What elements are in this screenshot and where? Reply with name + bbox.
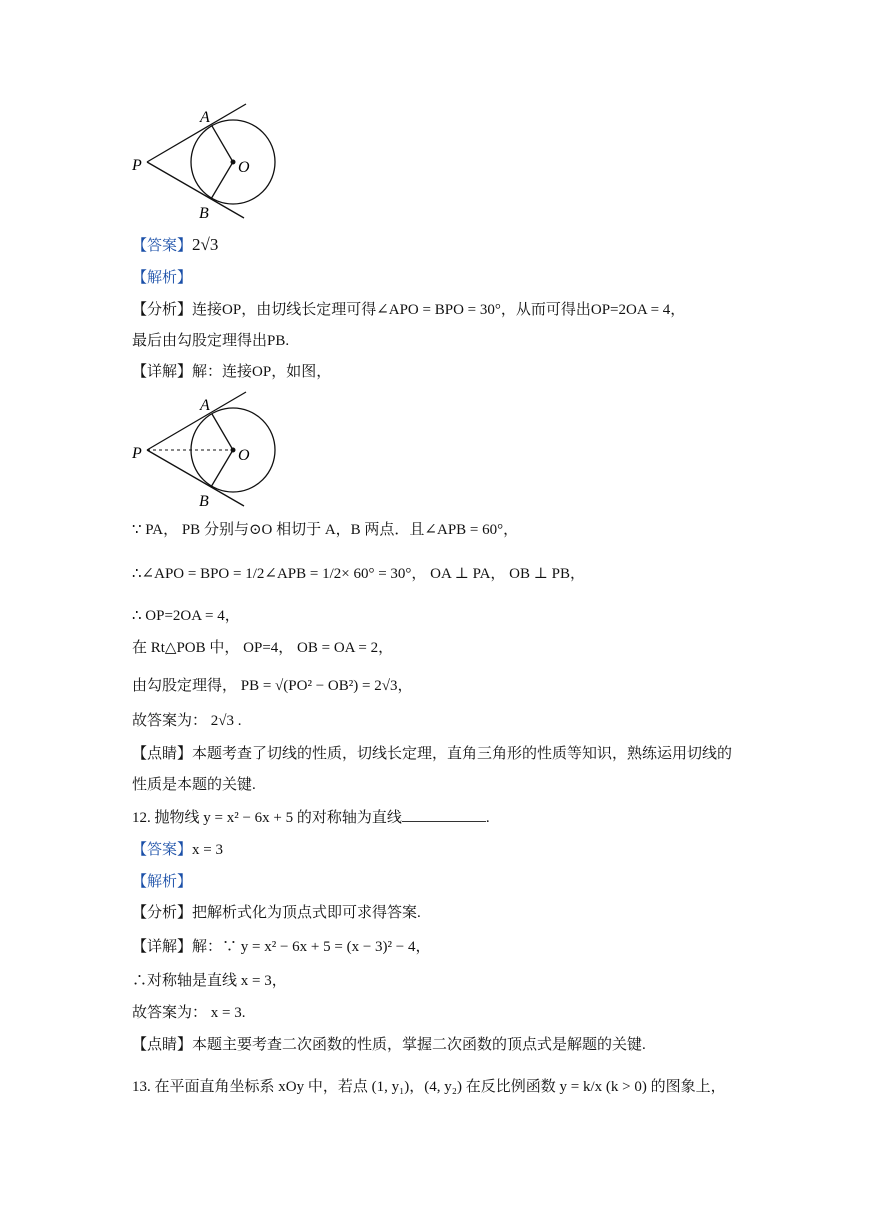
answer-tag: 【答案】 [132, 238, 193, 254]
q11-fenxi-line1 [132, 300, 685, 320]
q12-stem-text: 12. 抛物线 y = x² − 6x + 5 的对称轴为直线 [132, 810, 402, 826]
q13-stem: 13. 在平面直角坐标系 xOy 中，若点 (1, y₁)，(4, y₂) 在反比例函数 y = k/x (k > 0) 的图象上， [132, 1079, 726, 1095]
q12-dianjing [132, 1035, 646, 1055]
q11-step2: ∴∠APO = BPO = 1/2∠APB = 1/2× 60° = 30°， OA ⊥ PA， OB ⊥ PB， [132, 566, 585, 582]
center-point-2 [231, 448, 236, 453]
radius-oa [212, 126, 233, 162]
q12-fenxi [132, 903, 421, 923]
center-point [231, 160, 236, 165]
q11-step4: 在 Rt△POB 中， OP=4， OB = OA = 2， [132, 640, 394, 656]
q11-answer [132, 235, 218, 256]
q11-step1: ∵ PA， PB 分别与⊙O 相切于 A，B 两点．且∠APB = 60°， [132, 522, 519, 538]
q11-step5: 由勾股定理得， PB = √(PO² − OB²) = 2√3， [132, 678, 413, 694]
answer-tag-12: 【答案】 [132, 842, 193, 858]
q11-dianjing-line1 [132, 744, 732, 764]
analysis-tag: 【解析】 [132, 270, 193, 286]
q12-step1: ∴对称轴是直线 x = 3， [132, 973, 287, 989]
tangent-line-pa [147, 104, 246, 162]
label-a: A [200, 109, 210, 126]
answer-blank [402, 807, 486, 822]
q12-analysis-heading [132, 872, 192, 892]
xiangjie-text: 解：连接OP，如图， [192, 364, 332, 380]
radius-oa-2 [212, 414, 233, 450]
q12-xiangjie [132, 937, 431, 957]
fenxi-text-12: 把解析式化为顶点式即可求得答案. [192, 905, 421, 921]
label-o: O [238, 159, 250, 176]
dianjing-text-12: 本题主要考查二次函数的性质，掌握二次函数的顶点式是解题的关键. [192, 1037, 646, 1053]
label-p-2: P [132, 445, 142, 462]
tangent-line-pb [147, 162, 244, 218]
tangent-line-pb-2 [147, 450, 244, 506]
label-a-2: A [200, 397, 210, 414]
fenxi-text-2: 最后由勾股定理得出PB. [132, 333, 290, 349]
answer-value: 2√3 [192, 235, 219, 254]
q11-fenxi-line2 [132, 331, 289, 351]
radius-ob [211, 162, 233, 199]
label-o-2: O [238, 447, 250, 464]
fenxi-tag-12: 【分析】 [132, 905, 193, 921]
tangent-figure-1 [130, 100, 290, 225]
fenxi-tag: 【分析】 [132, 302, 193, 318]
q11-xiangjie [132, 362, 331, 382]
fenxi-text: 连接OP，由切线长定理可得∠APO = BPO = 30°，从而可得出OP=2OA = 4， [192, 302, 686, 318]
tangent-figure-2 [130, 388, 290, 513]
q11-analysis-heading [132, 268, 192, 288]
answer-value-12: x = 3 [192, 842, 223, 858]
q11-step3: ∴ OP=2OA = 4， [132, 608, 240, 624]
dianjing-tag: 【点睛】 [132, 746, 193, 762]
label-p: P [132, 157, 142, 174]
analysis-tag-12: 【解析】 [132, 874, 193, 890]
q12-step2: 故答案为： x = 3. [132, 1005, 246, 1021]
tangent-line-pa-2 [147, 392, 246, 450]
xiangjie-tag: 【详解】 [132, 364, 193, 380]
q12-stem: 12. 抛物线 y = x² − 6x + 5 的对称轴为直线 . [132, 807, 490, 828]
xiangjie-tag-12: 【详解】 [132, 939, 193, 955]
dianjing-text: 本题考查了切线的性质，切线长定理，直角三角形的性质等知识，熟练运用切线的 [192, 746, 733, 762]
label-b-2: B [199, 493, 209, 510]
label-b: B [199, 205, 209, 222]
dianjing-tag-12: 【点睛】 [132, 1037, 193, 1053]
q11-step6: 故答案为： 2√3 . [132, 713, 242, 729]
radius-ob-2 [211, 450, 233, 487]
q12-answer [132, 840, 223, 860]
q11-dianjing-line2: 性质是本题的关键. [132, 777, 256, 793]
xiangjie-text-12: 解：∵ y = x² − 6x + 5 = (x − 3)² − 4， [192, 939, 431, 955]
